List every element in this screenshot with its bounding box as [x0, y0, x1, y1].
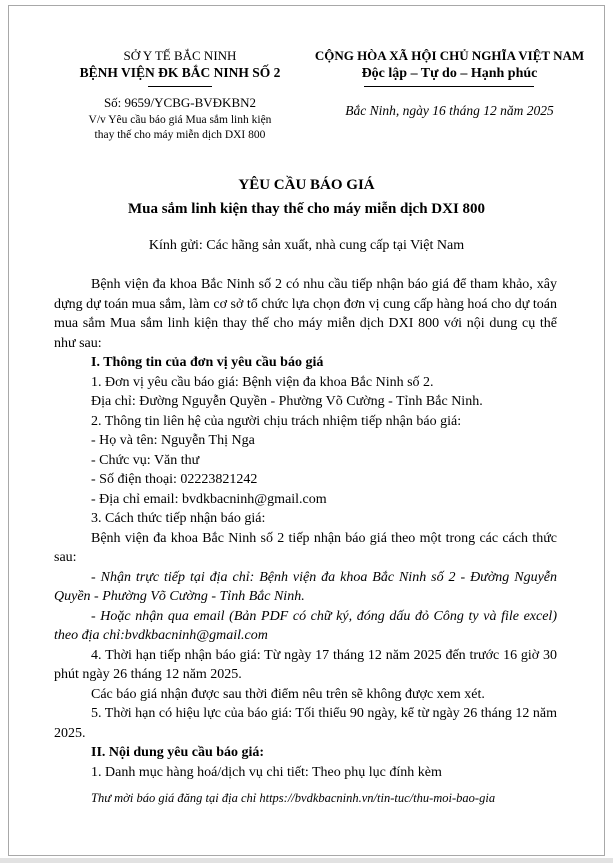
subject-line-1: V/v Yêu cầu báo giá Mua sắm linh kiện — [88, 114, 272, 126]
document-subtitle: Mua sắm linh kiện thay thế cho máy miễn dịch DXI 800 — [127, 201, 486, 217]
national-motto: Độc lập – Tự do – Hạnh phúc — [361, 66, 538, 81]
hospital-name: BỆNH VIỆN ĐK BẮC NINH SỐ 2 — [79, 65, 281, 80]
national-header-block — [309, 47, 590, 143]
deadline-paragraph: 4. Thời hạn tiếp nhận báo giá: Từ ngày 17 tháng 12 năm 2025 đến trước 16 giờ 30 phút ngày 26 tháng 12 năm 2025. — [54, 647, 557, 682]
footer-note: Thư mời báo giá đăng tại địa chỉ https://bvdkbacninh.vn/tin-tuc/thu-moi-bao-gia — [91, 791, 496, 805]
reception-method-desc: Bệnh viện đa khoa Bắc Ninh số 2 tiếp nhận báo giá theo một trong các cách thức sau: — [54, 530, 557, 565]
motto-underline — [364, 86, 534, 87]
contact-name: - Họ và tên: Nguyễn Thị Nga — [91, 433, 255, 448]
deadline-note: Các báo giá nhận được sau thời điểm nêu trên sẽ không được xem xét. — [91, 686, 485, 702]
national-title: CỘNG HÒA XÃ HỘI CHỦ NGHĨA VIỆT NAM — [314, 48, 585, 63]
contact-role: - Chức vụ: Văn thư — [91, 452, 200, 468]
document-title-block — [9, 173, 604, 221]
method-email: - Hoặc nhận qua email (Bản PDF có chữ ký, đóng dấu đỏ Công ty và file excel) theo địa chỉ:bvdkbacninh@gmail.com — [54, 608, 557, 643]
issuing-agency-block — [51, 47, 309, 143]
intro-paragraph: Bệnh viện đa khoa Bắc Ninh số 2 có nhu cầu tiếp nhận báo giá để tham khảo, xây dựng dự toán mua sắm, làm cơ sở tổ chức lựa chọn đơn vị cung cấp hàng hoá cho dự toán mua sắm Mua sắm linh kiện thay thế cho máy miễn dịch DXI 800 với nội dung cụ thể như sau: — [54, 277, 557, 351]
validity-paragraph: 5. Thời hạn có hiệu lực của báo giá: Tối thiểu 90 ngày, kể từ ngày 26 tháng 12 năm 2025. — [54, 706, 557, 741]
contact-email: - Địa chỉ email: bvdkbacninh@gmail.com — [91, 491, 327, 507]
contact-phone: - Số điện thoại: 02223821242 — [91, 472, 258, 487]
reception-method-heading: 3. Cách thức tiếp nhận báo giá: — [91, 511, 266, 526]
goods-list-item: 1. Danh mục hàng hoá/dịch vụ chi tiết: Theo phụ lục đính kèm — [91, 764, 442, 780]
document-body — [9, 275, 604, 809]
unit-address: Địa chỉ: Đường Nguyễn Quyền - Phường Võ Cường - Tỉnh Bắc Ninh. — [91, 394, 483, 409]
subject-line-2: thay thế cho máy miễn dịch DXI 800 — [94, 129, 266, 141]
document-number: Số: 9659/YCBG-BVĐKBN2 — [103, 95, 256, 110]
parent-agency-name: SỞ Y TẾ BẮC NINH — [123, 48, 237, 63]
section-1-heading: I. Thông tin của đơn vị yêu cầu báo giá — [91, 355, 324, 370]
salutation: Kính gửi: Các hãng sản xuất, nhà cung cấp tại Việt Nam — [148, 238, 465, 253]
section-2-heading: II. Nội dung yêu cầu báo giá: — [91, 745, 265, 760]
document-title: YÊU CẦU BÁO GIÁ — [238, 177, 375, 193]
requesting-unit: 1. Đơn vị yêu cầu báo giá: Bệnh viện đa khoa Bắc Ninh số 2. — [91, 374, 434, 390]
contact-info-heading: 2. Thông tin liên hệ của người chịu trách nhiệm tiếp nhận báo giá: — [91, 413, 462, 429]
document-page — [8, 5, 605, 856]
page-bottom-edge — [0, 858, 613, 863]
method-direct: - Nhận trực tiếp tại địa chỉ: Bệnh viện đa khoa Bắc Ninh số 2 - Đường Nguyễn Quyền - Phường Võ Cường - Tỉnh Bắc Ninh. — [54, 569, 557, 604]
agency-underline — [148, 86, 212, 87]
document-header — [9, 6, 604, 143]
place-and-date: Bắc Ninh, ngày 16 tháng 12 năm 2025 — [345, 103, 554, 118]
